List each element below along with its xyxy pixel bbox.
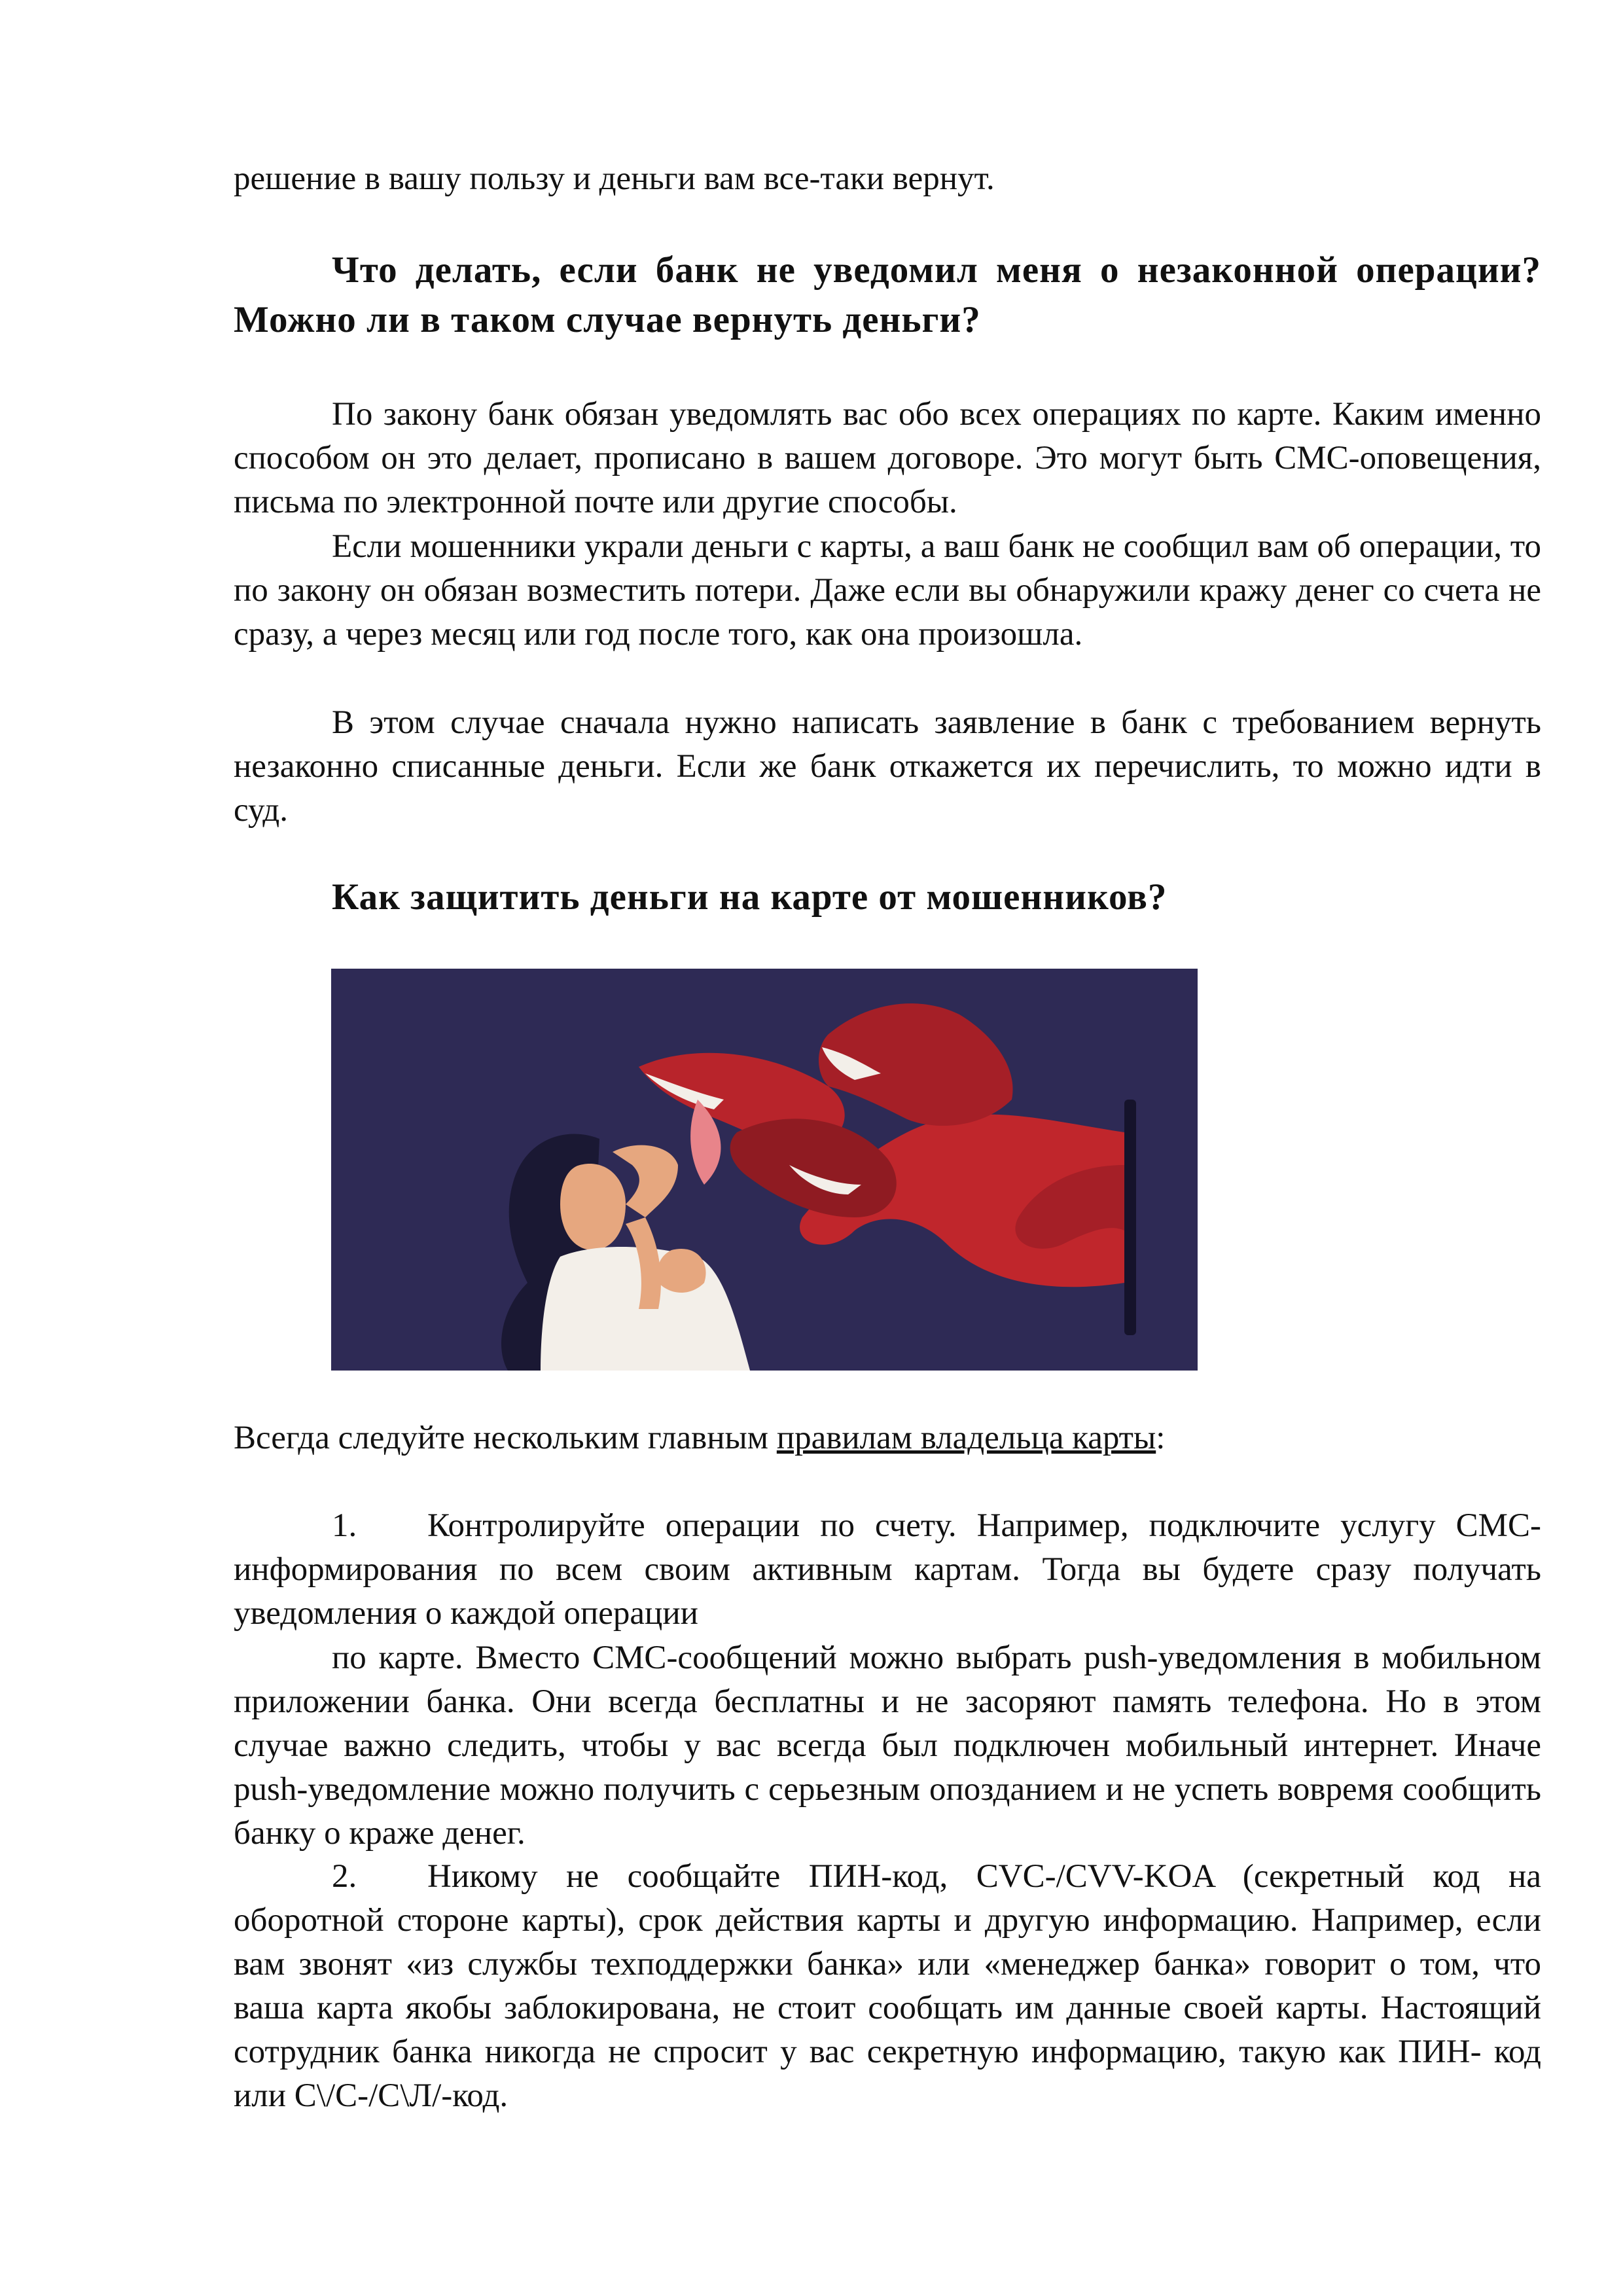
screen-edge [1124, 1100, 1136, 1335]
section-heading-notification: Что делать, если банк не уведомил меня о незаконной операции? Можно ли в таком случае вернуть деньги? [234, 249, 1541, 340]
rules-link[interactable]: правилам владельца карты [776, 1420, 1156, 1456]
fraud-illustration [331, 969, 1198, 1371]
woman-face [560, 1164, 626, 1250]
list-item-number: 1. [332, 1507, 357, 1544]
paragraph-law-notification: По закону банк обязан уведомлять вас обо всех операциях по карте. Каким именно способом он это делает, прописано в вашем договоре. Это могут быть СМС-оповещения, письма по электронной почте или другие способы. [234, 396, 1541, 520]
list-item-text: Контролируйте операции по счету. Например, подключите услугу СМС- информирования по всем своим активным картам. Тогда вы будете сразу получать уведомления о каждой операции [234, 1507, 1541, 1632]
list-item-continuation: по карте. Вместо СМС-сообщений можно выбрать push-уведомления в мобильном приложении банка. Они всегда бесплатны и не засоряют память телефона. Но в этом случае важно следить, чтобы у вас всегда был подключен мобильный интернет. Иначе push-уведомление можно получить с серьезным опозданием и не успеть вовремя сообщить банку о краже денег. [234, 1640, 1541, 1852]
paragraph-court: В этом случае сначала нужно написать заявление в банк с требованием вернуть незаконно списанные деньги. Если же банк откажется их перечислить, то можно идти в суд. [234, 704, 1541, 829]
list-item-text: Никому не сообщайте ПИН-код, CVC-/CVV-KOA (секретный код на оборотной стороне карты), срок действия карты и другую информацию. Например, если вам звонят «из службы техподдержки банка» или «менеджер банка» говорит о том, что ваша карта якобы заблокирована, не стоит сообщать им данные своей карты. Настоящий сотрудник банка никогда не спросит у вас секретную информацию, такую как ПИН- код или C\/C-/C\Л/-код. [234, 1858, 1541, 2114]
woman-fist [657, 1249, 705, 1293]
rules-intro-suffix: : [1156, 1420, 1166, 1456]
rules-intro-prefix: Всегда следуйте нескольким главным [234, 1420, 777, 1456]
section-heading-protection: Как защитить деньги на карте от мошенников? [332, 876, 1168, 918]
list-item [234, 1855, 1541, 2118]
list-item-number: 2. [332, 1858, 357, 1895]
rules-intro [234, 1416, 1541, 1460]
paragraph-continuation: решение в вашу пользу и деньги вам все-таки вернут. [234, 160, 995, 197]
list-item [234, 1504, 1541, 1636]
paragraph-compensation: Если мошенники украли деньги с карты, а ваш банк не сообщил вам об операции, то по закону он обязан возместить потери. Даже если вы обнаружили кражу денег со счета не сразу, а через месяц или год после того, как она произошла. [234, 528, 1541, 653]
